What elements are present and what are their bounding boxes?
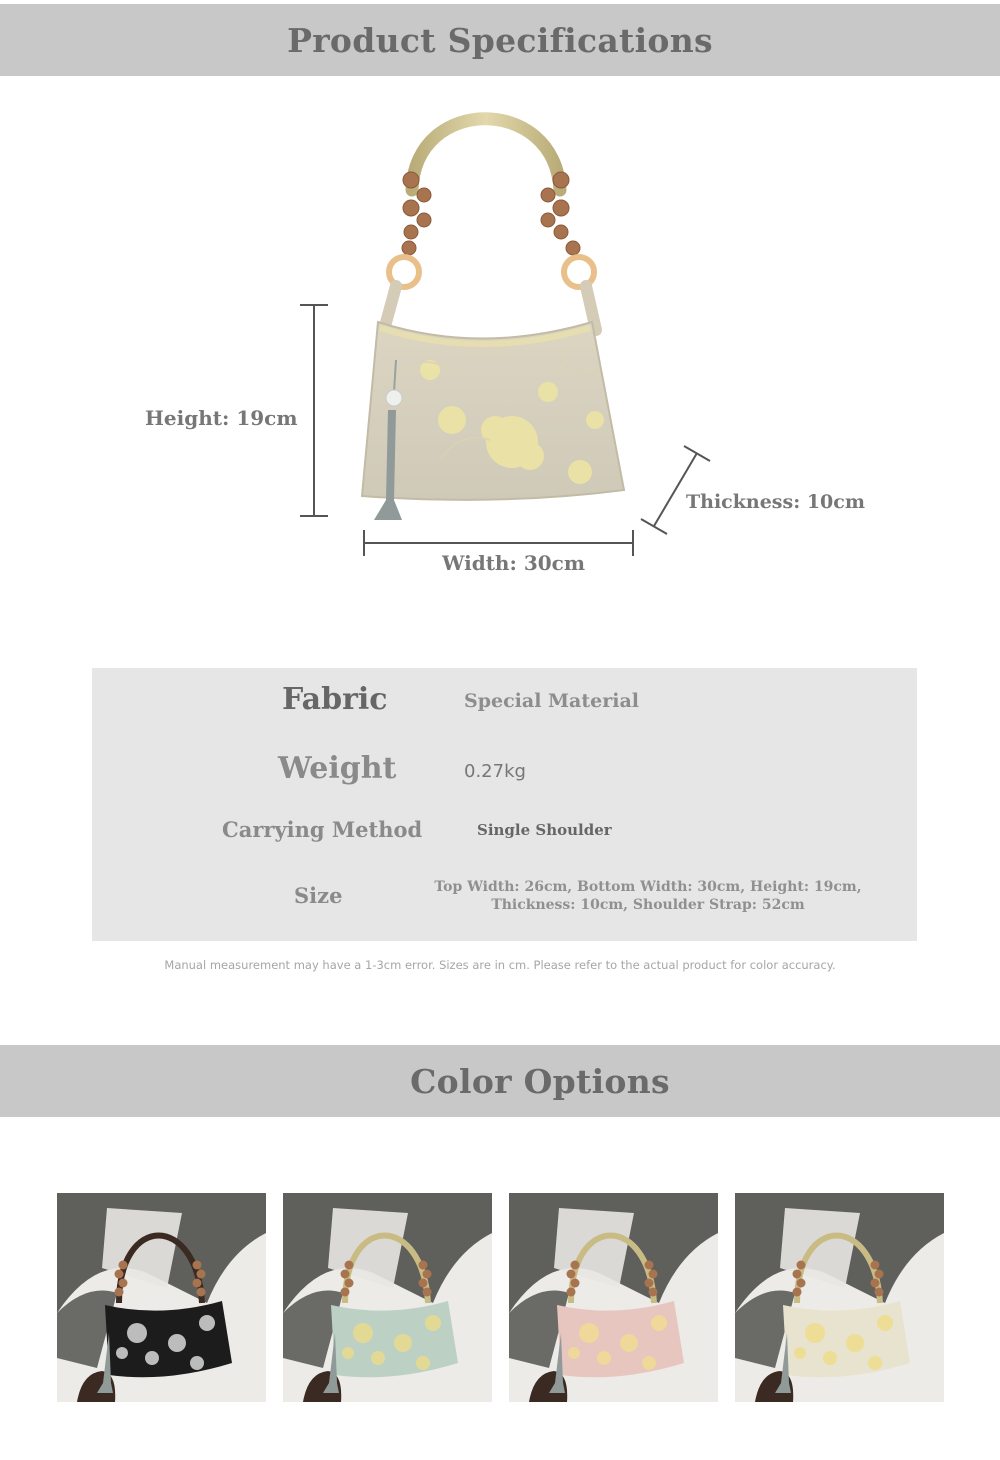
color-option-mint[interactable] bbox=[283, 1193, 492, 1402]
size-line-1: Top Width: 26cm, Bottom Width: 30cm, Height: 19cm, bbox=[434, 879, 862, 895]
color-option-pink[interactable] bbox=[509, 1193, 718, 1402]
color-options-title: Color Options bbox=[410, 1061, 670, 1101]
spec-label: Size bbox=[294, 883, 343, 908]
bag-illustration bbox=[0, 90, 1000, 590]
spec-table bbox=[92, 668, 917, 941]
spec-value: Single Shoulder bbox=[477, 821, 612, 839]
width-label: Width: 30cm bbox=[442, 551, 585, 575]
measurement-note: Manual measurement may have a 1-3cm error. Sizes are in cm. Please refer to the actual product for color accuracy. bbox=[164, 958, 836, 972]
spec-label: Weight bbox=[278, 751, 397, 786]
thickness-label: Thickness: 10cm bbox=[686, 491, 865, 513]
color-option-photo bbox=[735, 1193, 944, 1402]
product-specifications-banner bbox=[0, 4, 1000, 76]
product-dimension-figure bbox=[0, 90, 1000, 590]
color-options-banner bbox=[0, 1045, 1000, 1117]
product-specifications-title: Product Specifications bbox=[287, 20, 713, 60]
color-option-photo bbox=[57, 1193, 266, 1402]
spec-value bbox=[428, 878, 868, 914]
color-option-beige[interactable] bbox=[735, 1193, 944, 1402]
spec-label: Fabric bbox=[282, 682, 388, 717]
size-line-2: Thickness: 10cm, Shoulder Strap: 52cm bbox=[491, 897, 805, 913]
color-option-photo bbox=[283, 1193, 492, 1402]
height-label: Height: 19cm bbox=[145, 406, 298, 430]
color-option-black[interactable] bbox=[57, 1193, 266, 1402]
spec-value: 0.27kg bbox=[464, 761, 526, 782]
spec-label: Carrying Method bbox=[222, 817, 423, 842]
color-option-photo bbox=[509, 1193, 718, 1402]
spec-value: Special Material bbox=[464, 690, 639, 712]
